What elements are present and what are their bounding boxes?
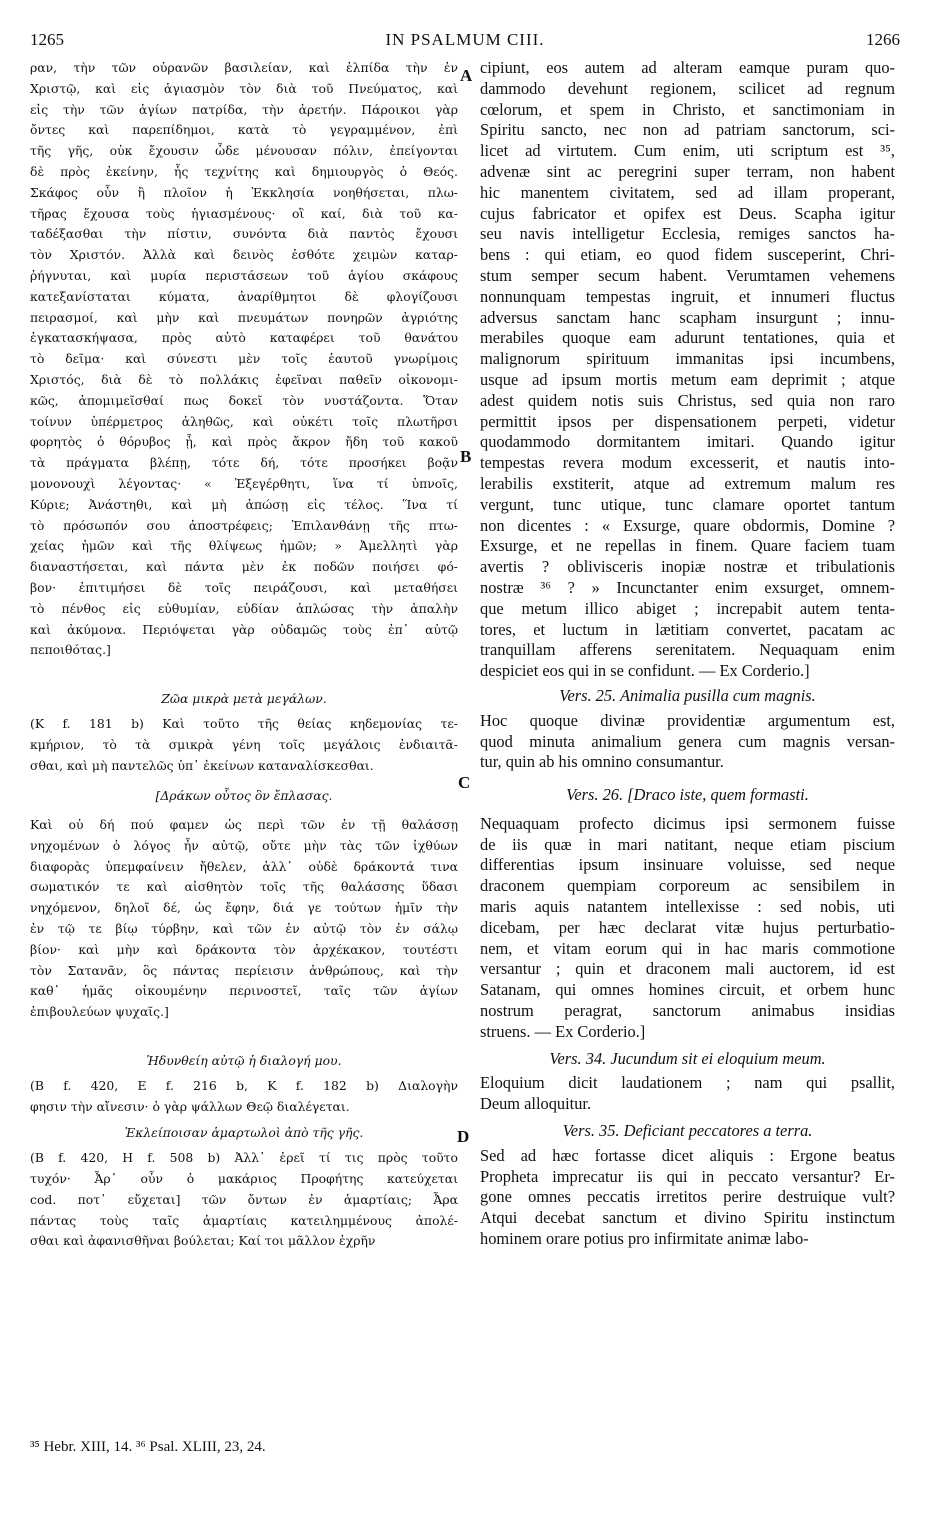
text-line: φορητὸς ὁ θόρυβος ᾖ, καὶ πρὸς ἄκρον ἤδη τοῦ κακοῦ (30, 434, 458, 450)
text-line: Spiritu sancto, nec non ad patriam sanctorum, sci- (480, 120, 895, 140)
text-line: ἐν τῷ τε βίῳ τύρβην, καὶ τῶν ἐν αὐτῷ τὸν ἐν σάλῳ (30, 921, 458, 937)
text-line: tempestas revera modum excesserit, et nautis into- (480, 453, 895, 473)
text-line: (Κ f. 181 b) Καὶ τοῦτο τῆς θείας κηδεμονίας τε- (30, 715, 458, 731)
latin-paragraph (480, 1073, 895, 1115)
page-number-right: 1266 (866, 30, 900, 49)
text-line: Nequaquam profecto dicimus ipsi sermonem fuisse (480, 813, 895, 833)
text-line: Atqui decebat sanctum et divino Spiritu instinctum (480, 1208, 895, 1228)
greek-paragraph (30, 1076, 458, 1118)
greek-column (30, 58, 458, 1252)
text-line: τὸν Χριστόν. Ἀλλὰ καὶ δεινὸς ἐσθότε χειμὼν καταρ- (30, 247, 458, 263)
text-line: hic manentem civitatem, sed ad illam properant, (480, 182, 895, 202)
latin-paragraph (480, 711, 895, 773)
text-line: adest quidem notis suis Christus, sed quia non raro (480, 390, 895, 410)
latin-column (480, 58, 895, 1250)
text-line: avertis ? oblivisceris inopiæ nostræ et tribulationis (480, 557, 895, 577)
text-line: τὸν Σατανᾶν, ὃς πάντας περίεισιν ἀνθρώπους, καὶ τὴν (30, 962, 458, 978)
text-line: πειρασμοί, καὶ μὴν καὶ πνευμάτων πονηρῶν ἀγριότης (30, 309, 458, 325)
text-line: maris aquis natantem intellexisse : sed nobis, uti (480, 897, 895, 917)
text-line: licet ad virtutem. Cum enim, uti scriptum est ³⁵, (480, 141, 895, 161)
running-header (30, 30, 900, 52)
text-line: διαναστήσεται, καὶ πάντα μὲν ἐκ ποδῶν ποιήσει φό- (30, 559, 458, 575)
text-line: Satanam, qui omnes homines circuit, et orbem hunc (480, 980, 895, 1000)
text-line: ταδέξασθαι τὴν πίστιν, συνόντα διὰ παντὸς ἔχουσι (30, 226, 458, 242)
page-number-left: 1265 (30, 30, 64, 49)
text-line: πεποιθότας.] (30, 642, 111, 658)
latin-paragraph (480, 814, 895, 1043)
text-line: ἐγκατασκήψασα, πρὸς αὐτὸ καταφέρει τοῦ θανάτου (30, 330, 458, 346)
margin-letter-c: C (458, 773, 471, 792)
greek-paragraph (30, 815, 458, 1023)
latin-heading-text: Vers. 25. Animalia pusilla cum magnis. (559, 685, 816, 705)
text-line: τῆρας ἔχουσα τοὺς ἡγιασμένους· οἳ καί, διὰ τοῦ κα- (30, 205, 458, 221)
text-line: nostrum peragrat, sanctorum animabus insidias (480, 1001, 895, 1021)
margin-letter-a: A (460, 66, 473, 85)
text-line: πάντας τοὺς ταῖς ἁμαρτίαις κατειλημμένους ἀπολέ- (30, 1212, 458, 1228)
latin-heading (480, 686, 895, 707)
text-line: δὲ πρὸς ἐκείνην, ἧς τεχνίτης καὶ δημιουργὸς ὁ Θεός. (30, 163, 458, 179)
text-line: nonnunquam tempestas ingruit, et innumeri fluctus (480, 286, 895, 306)
latin-paragraph (480, 1146, 895, 1250)
text-line: χείας ἡμῶν καὶ τῆς θλίψεως ἡμῶν; » Ἀμελλητὶ γὰρ (30, 538, 458, 554)
latin-paragraph (480, 58, 895, 682)
text-line: advenæ sint ac peregrini super terram, non habent (480, 161, 895, 181)
text-line: stum semper secum habent. Verumtamen vehemens (480, 265, 895, 285)
latin-heading (480, 1121, 895, 1142)
text-line: que metum illico abiget ; increpabit autem tenta- (480, 598, 895, 618)
text-line: φησιν τὴν αἴνεσιν· ὁ γὰρ ψάλλων Θεῷ διαλέγεται. (30, 1098, 350, 1114)
text-line: cujus fabricator et opifex est Deus. Scapha igitur (480, 203, 895, 223)
text-line: cœlorum, et spem in Christo, et sanctimoniam in (480, 99, 895, 119)
text-line: usque ad ipsum mortis metum eam deprimit ; atque (480, 369, 895, 389)
text-line: quodammodo dormitantem imitari. Quando igitur (480, 432, 895, 452)
text-line: τὸ πρόσωπόν σου ἀποστρέφεις; Ἐπιλανθάνῃ τῆς πτω- (30, 517, 458, 533)
latin-heading-text: Vers. 26. [Draco iste, quem formasti. (566, 785, 809, 805)
text-line: cod. ποτ᾽ εὔχεται] τῶν ὄντων ἐν ἁμαρτίαις; Ἆρα (30, 1191, 458, 1207)
latin-heading-text: Vers. 35. Deficiant peccatores a terra. (562, 1121, 813, 1141)
text-line: σωματικόν τε καὶ αἰσθητὸν τοῖς τῆς θαλάσσης ὕδασι (30, 879, 458, 895)
running-title: IN PSALMUM CIII. (385, 30, 545, 49)
latin-heading (480, 1049, 895, 1070)
text-line: Propheta imprecatur iis qui in peccato versantur? Er- (480, 1166, 895, 1186)
text-line: εἰς τὴν τῶν ἁγίων πατρίδα, τὴν ἀρετήν. Πάροικοι γὰρ (30, 101, 458, 117)
text-line: τὸ πένθος εἰς εὐθυμίαν, εὐδίαν ἁπλώσας τὴν ἁπαλὴν (30, 600, 458, 616)
text-line: σθαι, καὶ μὴ παντελῶς ὑπ᾽ ἐκείνων καταναλίσκεσθαι. (30, 757, 374, 773)
text-line: dammodo devehunt regionem, scilicet ad regnum (480, 78, 895, 98)
margin-letter-d: D (457, 1127, 470, 1146)
text-line: καθ᾽ ἡμᾶς οἰκουμένην περινοστεῖ, ταῖς τῶν ἁγίων (30, 983, 458, 999)
footnotes: ³⁵ Hebr. XIII, 14. ³⁶ Psal. XLIII, 23, 24. (30, 1439, 266, 1455)
greek-heading: Ἡδυνθείη αὐτῷ ἡ διαλογή μου. (146, 1053, 342, 1069)
text-line: versantur ; quin et draconem mali auctorem, id est (480, 959, 895, 979)
text-line: tores, et luctum in lætitiam convertet, pacatam ac (480, 619, 895, 639)
text-line: κῶς, ἀπομιμεῖσθαί πως δοκεῖ τὸν νυστάζοντα. Ὅταν (30, 392, 458, 408)
text-line: ραν, τὴν τῶν οὐρανῶν βασιλείαν, καὶ ἐλπίδα τὴν ἐν (30, 60, 458, 75)
text-line: (Β f. 420, Ε f. 216 b, Κ f. 182 b) Διαλογὴν (30, 1077, 458, 1093)
text-line: τοίνυν ὑπέρμετρος ἀληθῶς, καὶ οὐκέτι τοῖς πλωτῆρσι (30, 413, 458, 429)
text-line: differentias ipsum insinuare voluisse, sed neque (480, 855, 895, 875)
text-line: nem, et vitam eorum qui in hac maris commotione (480, 938, 895, 958)
text-line: Hoc quoque divinæ providentiæ argumentum est, (480, 710, 895, 730)
text-line: μονονουχὶ λέγοντας· « Ἐξεγέρθητι, ἵνα τί ὑπνοῖς, (30, 475, 458, 491)
text-line: lerabilis exstiterit, atque ad extremum malum res (480, 473, 895, 493)
text-line: malignorum spirituum immanitas ipsi incumbens, (480, 349, 895, 369)
text-line: διαφορὰς ὑπεμφαίνειν ἤθελεν, ἀλλ᾽ οὐδὲ δράκοντά τινα (30, 858, 458, 874)
text-line: merabiles quoque eam adurunt tentationes, quia et (480, 328, 895, 348)
text-line: quod minuta animalium genera cum magnis versan- (480, 731, 895, 751)
text-line: despiciet eos qui in se confidunt. — Ex Corderio.] (480, 661, 810, 681)
text-line: Σκάφος οὖν ἢ πλοῖον ἡ Ἐκκλησία νοηθήσεται, πλω- (30, 184, 458, 200)
greek-heading: Ζῶα μικρὰ μετὰ μεγάλων. (161, 691, 327, 707)
greek-heading: [Δράκων οὗτος ὃν ἔπλασας. (155, 788, 333, 804)
text-line: seu navis intelligetur Ecclesia, remiges sanctos ha- (480, 224, 895, 244)
text-line: nostræ ³⁶ ? » Incunctanter enim exsurget, omnem- (480, 577, 895, 597)
text-line: cipiunt, eos autem ad alteram eamque puram quo- (480, 58, 895, 77)
text-line: νηχομένων ὁ λόγος ἦν αὐτῷ, οὔτε μὴν τὰς τῶν ἰχθύων (30, 837, 458, 853)
greek-paragraph (30, 1148, 458, 1252)
text-line: τῆς γῆς, οὐκ ἔχουσιν ὧδε μένουσαν πόλιν, ἐπείγονται (30, 143, 458, 159)
text-line: gone omnes peccatis irretitos perire destruique vult? (480, 1187, 895, 1207)
text-line: de iis quæ in mari natitant, neque etiam piscium (480, 834, 895, 854)
greek-paragraph (30, 714, 458, 776)
text-line: τὰ πράγματα βλέπῃ, τότε δή, τότε προσήκει βοᾷν (30, 455, 458, 471)
latin-heading (480, 785, 895, 806)
text-line: τὸ δεῖμα· καὶ σύνεστι μὲν τοῖς ἑαυτοῦ γνωρίμοις (30, 351, 458, 367)
text-line: Χριστῷ, καὶ εἰς ἁγιασμὸν τὸν διὰ τοῦ Πνεύματος, καὶ (30, 80, 458, 96)
text-line: struens. — Ex Corderio.] (480, 1021, 646, 1041)
text-line: τυχόν· Ἆρ᾽ οὖν ὁ μακάριος Προφήτης κατεύχεται (30, 1171, 458, 1187)
text-line: βίον· καὶ μὴν καὶ δράκοντα τὸν ἀρχέκακον, τουτέστι (30, 941, 458, 957)
text-line: non dicentes : « Exsurge, quare obdormis, Domine ? (480, 515, 895, 535)
text-line: permittit ipsos per dispensationem perpeti, videtur (480, 411, 895, 431)
margin-letter-b: B (460, 447, 472, 466)
text-line: βον· ἐπιτιμήσει δὲ τοῖς πειράζουσι, καὶ μεταθήσει (30, 579, 458, 595)
text-line: Χριστός, διὰ δὲ τὸ πολλάκις ἐφεῖναι παθεῖν οἰκονομι- (30, 371, 458, 387)
text-line: κμήριον, τὸ τὰ σμικρὰ γένη τοῖς μεγάλοις ἐνδιαιτᾶ- (30, 736, 458, 752)
text-line: σθαι καὶ ἀφανισθῆναι βούλεται; Καί τοι μᾶλλον ἐχρῆν (30, 1233, 376, 1249)
text-line: Deum alloquitur. (480, 1094, 592, 1114)
text-line: dicebam, per hæc declarat vitæ hujus perturbatio- (480, 917, 895, 937)
latin-heading-text: Vers. 34. Jucundum sit ei eloquium meum. (549, 1048, 826, 1068)
text-line: ἐπιβουλεύων ψυχαῖς.] (30, 1004, 169, 1020)
text-line: bens : qui etiam, eo quod fidem susceperint, Chri- (480, 245, 895, 265)
text-line: καὶ ἀκύμονα. Περιόψεται γὰρ οὐδαμῶς τοὺς ἐπ᾽ αὐτῷ (30, 621, 458, 637)
text-line: vergunt, tunc utique, tunc clamare oportet tantum (480, 494, 895, 514)
text-line: tur, quin ab his omnino consumantur. (480, 752, 724, 772)
text-line: hominem orare potius pro infirmitate animæ labo- (480, 1229, 809, 1249)
text-line: draconem quempiam corporeum ac sensibilem in (480, 876, 895, 896)
text-line: νηχόμενον, δηλοῖ δέ, ὡς ἔφην, διά γε τούτων ἡμῖν τὴν (30, 900, 458, 916)
text-line: κατεξανίσταται κύματα, ἀναρίθμητοι δὲ φλογίζουσι (30, 288, 458, 304)
text-line: ὄντες καὶ παρεπίδημοι, κατὰ τὸ γεγραμμένον, ἐπὶ (30, 122, 458, 138)
text-line: (Β f. 420, Η f. 508 b) Ἀλλ᾽ ἐρεῖ τί τις πρὸς τοῦτο (30, 1150, 458, 1166)
text-line: Κύριε; Ἀνάστηθι, καὶ μὴ ἀπώσῃ εἰς τέλος. Ἵνα τί (30, 496, 458, 512)
greek-paragraph (30, 58, 458, 661)
text-line: Eloquium dicit laudationem ; nam qui psallit, (480, 1073, 895, 1093)
text-line: tranquillam afferens serenitatem. Nequaquam enim (480, 640, 895, 660)
text-line: Καὶ οὐ δή πού φαμεν ὡς περὶ τῶν ἐν τῇ θαλάσσῃ (30, 817, 458, 833)
text-line: Sed ad hæc fortasse dicet aliquis : Ergone beatus (480, 1145, 895, 1165)
greek-heading: Ἐκλείποισαν ἁμαρτωλοὶ ἀπὸ τῆς γῆς. (124, 1125, 364, 1141)
text-line: adversus sanctam hanc scapham insurgunt ; innu- (480, 307, 895, 327)
text-line: Exsurge, et ne repellas in finem. Quare faciem tuam (480, 536, 895, 556)
text-line: ῥήγνυται, καὶ μυρία περιστάσεων τοῦ ἁγίου σκάφους (30, 267, 458, 283)
